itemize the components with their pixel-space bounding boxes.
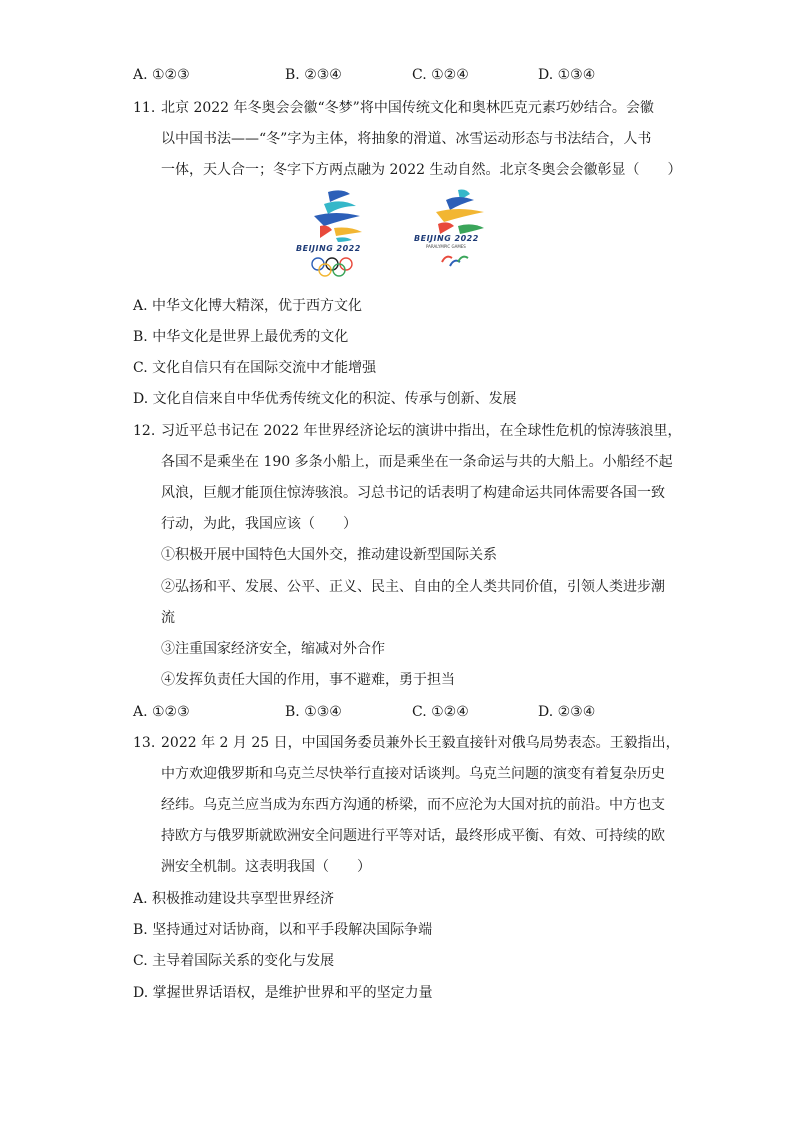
q10-option-b: B. ②③④ <box>285 67 342 83</box>
q12-option-a: A. ①②③ <box>133 704 190 720</box>
q10-option-d: D. ①③④ <box>538 67 596 83</box>
q12-stem-line-2: 各国不是乘坐在 190 多条小船上，而是乘坐在一条命运与共的大船上。小船经不起 <box>161 454 673 470</box>
q11-option-b: B. 中华文化是世界上最优秀的文化 <box>133 329 349 345</box>
q10-options <box>133 65 653 85</box>
q12-item-2-cont: 流 <box>161 610 175 626</box>
q11-stem-line-1: 北京 2022 年冬奥会会徽“冬梦”将中国传统文化和奥林匹克元素巧妙结合。会徽 <box>161 100 654 116</box>
q12-item-3: ③注重国家经济安全，缩减对外合作 <box>161 641 385 657</box>
q11-option-a: A. 中华文化博大精深，优于西方文化 <box>133 298 363 314</box>
q10-option-c: C. ①②④ <box>412 67 469 83</box>
olympic-rings-icon <box>290 256 390 278</box>
agitos-icon <box>408 250 508 276</box>
q12-option-d: D. ②③④ <box>538 704 596 720</box>
q11-option-d: D. 文化自信来自中华优秀传统文化的积淀、传承与创新、发展 <box>133 391 517 407</box>
q12-options <box>133 702 653 722</box>
q13-stem-line-5: 洲安全机制。这表明我国（ ） <box>161 859 371 875</box>
q12-stem-line-4: 行动，为此，我国应该（ ） <box>161 516 357 532</box>
q12-number: 12. <box>133 423 156 439</box>
paralympic-emblem-logo <box>408 186 508 278</box>
q13-option-d: D. 掌握世界话语权，是维护世界和平的坚定力量 <box>133 985 433 1001</box>
q12-option-c: C. ①②④ <box>412 704 469 720</box>
q11-stem-line-2: 以中国书法——“冬”字为主体，将抽象的滑道、冰雪运动形态与书法结合，人书 <box>161 131 652 147</box>
q12-item-4: ④发挥负责任大国的作用，事不避难，勇于担当 <box>161 672 455 688</box>
q13-stem-line-4: 持欧方与俄罗斯就欧洲安全问题进行平等对话，最终形成平衡、有效、可持续的欧 <box>161 828 665 844</box>
olympic-emblem-logo <box>290 186 390 278</box>
q13-stem-line-2: 中方欢迎俄罗斯和乌克兰尽快举行直接对话谈判。乌克兰问题的演变有着复杂历史 <box>161 766 665 782</box>
q13-stem-line-3: 经纬。乌克兰应当成为东西方沟通的桥梁，而不应沦为大国对抗的前沿。中方也支 <box>161 797 665 813</box>
q11-stem-line-3: 一体，天人合一；冬字下方两点融为 2022 生动自然。北京冬奥会会徽彰显（ ） <box>161 162 682 178</box>
q13-option-a: A. 积极推动建设共享型世界经济 <box>133 891 335 907</box>
q12-option-b: B. ①③④ <box>285 704 342 720</box>
q12-stem-line-1: 习近平总书记在 2022 年世界经济论坛的演讲中指出，在全球性危机的惊涛骇浪里， <box>161 423 682 439</box>
q11-number: 11. <box>133 100 156 116</box>
paralympic-emblem-text: BEIJING 2022 <box>414 234 479 243</box>
q13-number: 13. <box>133 735 156 751</box>
q11-option-c: C. 文化自信只有在国际交流中才能增强 <box>133 360 377 376</box>
q13-option-b: B. 坚持通过对话协商，以和平手段解决国际争端 <box>133 922 433 938</box>
q10-option-a: A. ①②③ <box>133 67 190 83</box>
paralympic-emblem-subtext: PARALYMPIC GAMES <box>426 244 466 249</box>
q13-option-c: C. 主导着国际关系的变化与发展 <box>133 953 335 969</box>
olympic-emblem-text: BEIJING 2022 <box>296 244 361 253</box>
q13-stem-line-1: 2022 年 2 月 25 日，中国国务委员兼外长王毅直接针对俄乌局势表态。王毅指出， <box>161 735 680 751</box>
q12-stem-line-3: 风浪，巨舰才能顶住惊涛骇浪。习总书记的话表明了构建命运共同体需要各国一致 <box>161 485 665 501</box>
q12-item-1: ①积极开展中国特色大国外交，推动建设新型国际关系 <box>161 547 497 563</box>
q12-item-2: ②弘扬和平、发展、公平、正义、民主、自由的全人类共同价值，引领人类进步潮 <box>161 579 665 595</box>
